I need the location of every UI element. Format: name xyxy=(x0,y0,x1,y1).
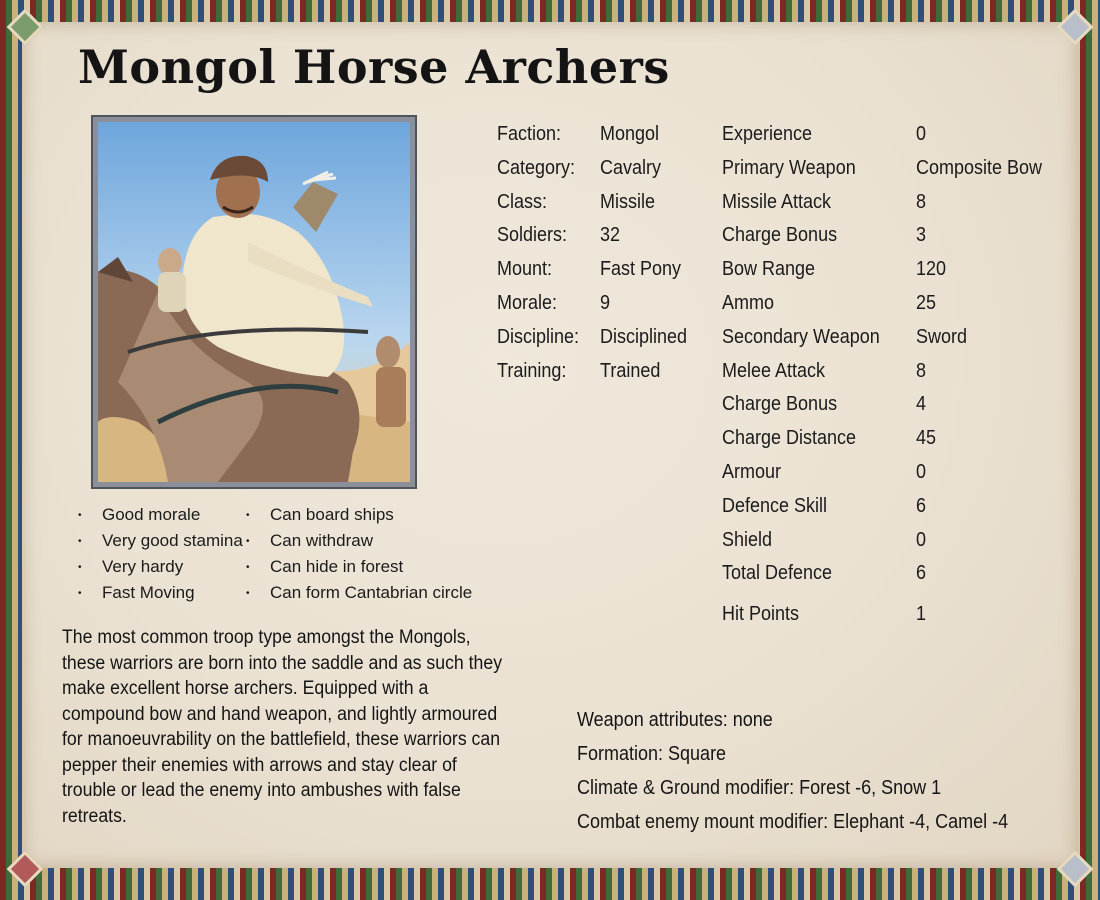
trait-item: • Very hardy xyxy=(78,554,243,580)
stat-label: Charge Bonus xyxy=(722,393,838,416)
info-value: Cavalry xyxy=(600,156,662,179)
stat-label: Secondary Weapon xyxy=(722,325,880,348)
bullet-icon: • xyxy=(78,509,82,521)
info-label: Discipline: xyxy=(497,325,580,348)
info-label: Class: xyxy=(497,190,548,213)
page-title: Mongol Horse Archers xyxy=(78,40,670,94)
bullet-icon: • xyxy=(246,509,250,521)
combat-stat-values xyxy=(916,118,1042,632)
attribute-line: Combat enemy mount modifier: Elephant -4, Camel -4 xyxy=(577,811,1009,833)
stat-value: 8 xyxy=(916,190,927,213)
stat-label: Bow Range xyxy=(722,258,816,281)
stat-label: Total Defence xyxy=(722,562,833,585)
info-value: 9 xyxy=(600,291,611,314)
attribute-line: Formation: Square xyxy=(577,743,727,765)
bullet-icon: • xyxy=(246,587,250,599)
stat-value: Sword xyxy=(916,325,968,348)
stat-label: Primary Weapon xyxy=(722,156,856,179)
info-label: Mount: xyxy=(497,258,553,281)
attribute-line: Weapon attributes: none xyxy=(577,709,773,731)
unit-info-values xyxy=(600,118,687,388)
info-value: 32 xyxy=(600,224,621,247)
stat-value: 6 xyxy=(916,562,927,585)
info-label: Soldiers: xyxy=(497,224,568,247)
stat-label: Armour xyxy=(722,460,782,483)
stat-label: Experience xyxy=(722,123,813,145)
stat-value: 120 xyxy=(916,258,947,281)
stat-value: 1 xyxy=(916,603,927,626)
stat-label: Charge Bonus xyxy=(722,224,838,247)
trait-item: • Fast Moving xyxy=(78,580,243,606)
info-label: Training: xyxy=(497,359,567,382)
stat-value: Composite Bow xyxy=(916,156,1043,179)
trait-item: • Very good stamina xyxy=(78,528,243,554)
stat-label: Melee Attack xyxy=(722,359,826,382)
trait-item: • Can form Cantabrian circle xyxy=(246,580,472,606)
stat-value: 0 xyxy=(916,528,927,551)
stat-label: Defence Skill xyxy=(722,494,828,517)
info-value: Missile xyxy=(600,190,656,213)
info-value: Fast Pony xyxy=(600,258,682,281)
info-value: Trained xyxy=(600,359,661,382)
mongol-horse-archer-image xyxy=(98,122,410,482)
trait-item: • Can withdraw xyxy=(246,528,472,554)
attribute-line: Climate & Ground modifier: Forest -6, Snow 1 xyxy=(577,777,942,799)
info-value: Disciplined xyxy=(600,325,688,348)
info-label: Category: xyxy=(497,156,576,179)
stat-value: 6 xyxy=(916,494,927,517)
stat-value: 0 xyxy=(916,123,927,145)
stat-label: Missile Attack xyxy=(722,190,832,213)
info-label: Faction: xyxy=(497,123,562,145)
bullet-icon: • xyxy=(246,561,250,573)
trait-column-right xyxy=(246,502,472,606)
stat-value: 45 xyxy=(916,427,937,450)
unit-portrait xyxy=(93,117,415,487)
unit-attributes xyxy=(577,703,1008,839)
stat-value: 0 xyxy=(916,460,927,483)
stat-value: 3 xyxy=(916,224,927,247)
trait-item: • Good morale xyxy=(78,502,243,528)
trait-column-left xyxy=(78,502,243,606)
unit-description: The most common troop type amongst the Mongols, these warriors are born into the saddle and as such they make excellent horse archers. Equipped with a compound bow and hand weapon, and lightly armoured for manoeuvrability on the battlefield, these warriors can pepper their enemies with arrows and stay clear of trouble or lead the enemy into ambushes with false retreats. xyxy=(62,627,503,827)
stat-value: 25 xyxy=(916,291,937,314)
stat-label: Ammo xyxy=(722,291,775,314)
trait-item: • Can board ships xyxy=(246,502,472,528)
bullet-icon: • xyxy=(78,535,82,547)
info-label: Morale: xyxy=(497,291,558,314)
combat-stat-labels xyxy=(722,118,880,632)
stat-label: Charge Distance xyxy=(722,427,857,450)
unit-info-labels xyxy=(497,118,579,388)
trait-item: • Can hide in forest xyxy=(246,554,472,580)
stat-label: Hit Points xyxy=(722,603,800,626)
stat-label: Shield xyxy=(722,528,773,551)
stat-value: 4 xyxy=(916,393,927,416)
bullet-icon: • xyxy=(78,587,82,599)
bullet-icon: • xyxy=(246,535,250,547)
stat-value: 8 xyxy=(916,359,927,382)
bullet-icon: • xyxy=(78,561,82,573)
info-value: Mongol xyxy=(600,123,660,145)
